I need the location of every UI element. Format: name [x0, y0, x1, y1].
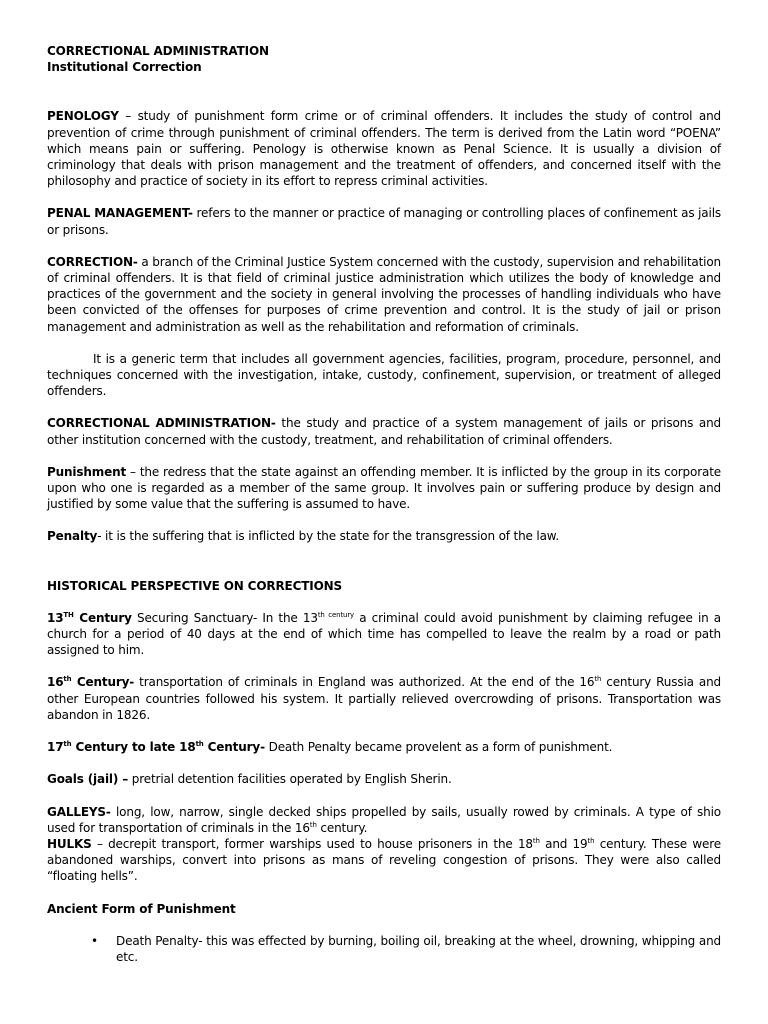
paragraph-galleys: GALLEYS- long, low, narrow, single decked ships propelled by sails, usually rowed by criminals. A type of shio used for transportation of criminals in the 16th century.: [47, 804, 721, 835]
term-17th-century: 17th Century to late 18th Century-: [47, 740, 265, 755]
term-penology: PENOLOGY: [47, 109, 119, 124]
bullet-list: [47, 933, 721, 965]
heading-historical-perspective: HISTORICAL PERSPECTIVE ON CORRECTIONS: [47, 578, 343, 593]
paragraph-16th-century: 16th Century- transportation of criminals in England was authorized. At the end of the 16th century Russia and other European countries followed his system. It partially relieved overcrowding of prisons. Transportation was abandon in 1826.: [47, 675, 722, 722]
bullet-icon: •: [91, 933, 98, 948]
list-item: [47, 933, 721, 965]
paragraph-correctional-administration: CORRECTIONAL ADMINISTRATION- the study and practice of a system management of jails or prisons and other institution concerned with the custody, treatment, and rehabilitation of criminal offenders.: [47, 416, 721, 447]
document-title: CORRECTIONAL ADMINISTRATION: [47, 44, 269, 58]
document-subtitle: Institutional Correction: [47, 60, 202, 75]
paragraph-goals-jail: Goals (jail) – pretrial detention facilities operated by English Sherin.: [47, 772, 452, 787]
term-13th-century: 13TH Century: [47, 610, 132, 625]
paragraph-hulks: HULKS – decrepit transport, former warships used to house prisoners in the 18th and 19th century. These were abandoned warships, convert into prisons as mans of reveling congestion of prisons. They were also called “floating hells”.: [47, 836, 721, 884]
heading-ancient-punishment: Ancient Form of Punishment: [47, 901, 236, 916]
paragraph-generic-term: It is a generic term that includes all government agencies, facilities, program, procedure, personnel, and techniques concerned with the investigation, intake, custody, confinement, supervision, or treatment of alleged offenders.: [47, 351, 721, 399]
term-correction: CORRECTION-: [47, 254, 138, 269]
term-galleys: GALLEYS-: [47, 804, 111, 819]
term-penalty: Penalty: [47, 529, 98, 544]
paragraph-17th-century: 17th Century to late 18th Century- Death Penalty became provelent as a form of punishment.: [47, 740, 613, 755]
paragraph-correction: CORRECTION- a branch of the Criminal Justice System concerned with the custody, supervision and rehabilitation of criminal offenders. It is that field of criminal justice administration which utilizes the body of knowledge and practices of the government and the society in general involving the processes of handling individuals who have been convicted of the offenses for purposes of crime prevention and control. It is the study of jail or prison management and administration as well as the rehabilitation and reformation of criminals.: [47, 254, 721, 334]
paragraph-penology: PENOLOGY – study of punishment form crime or of criminal offenders. It includes the study of control and prevention of crime through punishment of criminal offenders. The term is derived from the Latin word “POENA” which means pain or suffering. Penology is otherwise known as Penal Science. It is usually a division of criminology that deals with prison management and the treatment of offenders, and concerned itself with the philosophy and practice of society in its effort to repress criminal activities.: [47, 109, 721, 189]
term-16th-century: 16th Century-: [47, 675, 135, 690]
paragraph-13th-century: 13TH Century Securing Sanctuary- In the $13^{th century}$ a criminal could avoid punishment by claiming refugee in a church for a period of 40 days at the end of which time has compelled to leave the realm by a road or path assigned to him.: [47, 610, 721, 658]
paragraph-penal-management: PENAL MANAGEMENT- refers to the manner or practice of managing or controlling places of confinement as jails or prisons.: [47, 206, 721, 237]
list-item-text: Death Penalty- this was effected by burning, boiling oil, breaking at the wheel, drowning, whipping and etc.: [116, 933, 721, 964]
term-punishment: Punishment: [47, 464, 127, 479]
term-hulks: HULKS: [47, 836, 92, 851]
term-penal-management: PENAL MANAGEMENT-: [47, 206, 193, 221]
term-correctional-administration: CORRECTIONAL ADMINISTRATION-: [47, 416, 276, 431]
term-goals-jail: Goals (jail) –: [47, 772, 129, 787]
paragraph-punishment: Punishment – the redress that the state against an offending member. It is inflicted by the group in its corporate upon who one is regarded as a member of the same group. It involves pain or suffering produce by design and justified by some value that the suffering is assumed to have.: [47, 464, 721, 512]
paragraph-penalty: Penalty- it is the suffering that is inflicted by the state for the transgression of the law.: [47, 529, 560, 544]
